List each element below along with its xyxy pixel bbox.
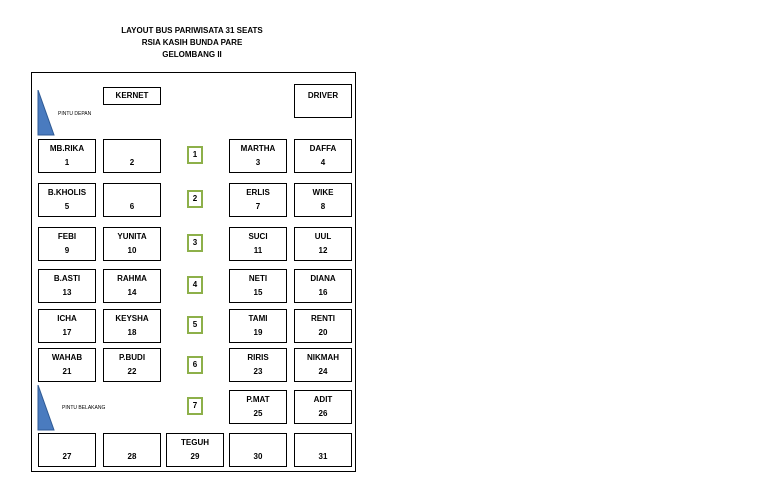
rear-door-label: PINTU BELAKANG — [62, 405, 106, 411]
seat-number: 22 — [127, 367, 137, 376]
seat-19[interactable] — [229, 309, 287, 343]
seat-name: KEYSHA — [115, 314, 149, 323]
seat-name: YUNITA — [117, 232, 147, 241]
seat-15[interactable] — [229, 269, 287, 303]
seat-10[interactable] — [103, 227, 161, 261]
seat-31[interactable] — [294, 433, 352, 467]
front-door-label: PINTU DEPAN — [58, 111, 92, 117]
aisle-marker-4: 4 — [187, 276, 203, 294]
seat-number: 31 — [318, 452, 328, 461]
kernet-box: KERNET — [103, 87, 161, 105]
seat-number: 7 — [255, 202, 261, 211]
seat-number: 11 — [253, 246, 263, 255]
seat-name: RENTI — [311, 314, 335, 323]
rear-door-icon — [37, 385, 55, 431]
seat-name: RIRIS — [247, 353, 269, 362]
seat-27[interactable] — [38, 433, 96, 467]
title-line-1: LAYOUT BUS PARIWISATA 31 SEATS — [121, 26, 263, 35]
seat-number: 25 — [253, 409, 263, 418]
seat-number: 2 — [129, 158, 135, 167]
seat-13[interactable] — [38, 269, 96, 303]
seat-name: NIKMAH — [307, 353, 339, 362]
seat-2[interactable] — [103, 139, 161, 173]
seat-number: 10 — [127, 246, 137, 255]
seat-name: P.MAT — [246, 395, 270, 404]
driver-box: DRIVER — [294, 84, 352, 118]
seat-6[interactable] — [103, 183, 161, 217]
seat-number: 27 — [62, 452, 72, 461]
seat-22[interactable] — [103, 348, 161, 382]
seat-9[interactable] — [38, 227, 96, 261]
seat-number: 20 — [318, 328, 328, 337]
seat-number: 29 — [190, 452, 200, 461]
seat-name: P.BUDI — [118, 353, 146, 362]
seat-23[interactable] — [229, 348, 287, 382]
seat-name: B.ASTI — [53, 274, 81, 283]
title-line-3: GELOMBANG II — [162, 50, 222, 59]
seat-name: DAFFA — [309, 144, 337, 153]
seat-26[interactable] — [294, 390, 352, 424]
seat-24[interactable] — [294, 348, 352, 382]
seat-25[interactable] — [229, 390, 287, 424]
seat-number: 24 — [318, 367, 328, 376]
seat-17[interactable] — [38, 309, 96, 343]
aisle-marker-6: 6 — [187, 356, 203, 374]
seat-name: RAHMA — [117, 274, 147, 283]
seat-number: 28 — [127, 452, 137, 461]
aisle-marker-3: 3 — [187, 234, 203, 252]
seat-name: SUCI — [248, 232, 268, 241]
seat-name: FEBI — [57, 232, 77, 241]
seat-name: NETI — [248, 274, 268, 283]
seat-number: 19 — [253, 328, 263, 337]
seat-number: 30 — [253, 452, 263, 461]
title-line-2: RSIA KASIH BUNDA PARE — [141, 38, 243, 47]
seat-30[interactable] — [229, 433, 287, 467]
seat-name: ERLIS — [246, 188, 270, 197]
seat-name: WIKE — [312, 188, 334, 197]
seat-number: 15 — [253, 288, 263, 297]
seat-name: TEGUH — [181, 438, 209, 447]
seat-number: 13 — [62, 288, 72, 297]
seat-29[interactable] — [166, 433, 224, 467]
seat-number: 17 — [62, 328, 72, 337]
aisle-marker-5: 5 — [187, 316, 203, 334]
seat-18[interactable] — [103, 309, 161, 343]
aisle-marker-1: 1 — [187, 146, 203, 164]
seat-12[interactable] — [294, 227, 352, 261]
seat-16[interactable] — [294, 269, 352, 303]
seat-name: B.KHOLIS — [47, 188, 87, 197]
aisle-marker-2: 2 — [187, 190, 203, 208]
seat-11[interactable] — [229, 227, 287, 261]
seat-number: 8 — [320, 202, 326, 211]
seat-3[interactable] — [229, 139, 287, 173]
seat-number: 26 — [318, 409, 328, 418]
seat-21[interactable] — [38, 348, 96, 382]
seat-number: 14 — [127, 288, 137, 297]
seat-name: ICHA — [57, 314, 77, 323]
aisle-marker-7: 7 — [187, 397, 203, 415]
seat-name: WAHAB — [51, 353, 83, 362]
seat-number: 3 — [255, 158, 261, 167]
seat-name: ADIT — [313, 395, 333, 404]
seat-number: 21 — [62, 367, 72, 376]
seat-28[interactable] — [103, 433, 161, 467]
seat-4[interactable] — [294, 139, 352, 173]
seat-14[interactable] — [103, 269, 161, 303]
seat-7[interactable] — [229, 183, 287, 217]
seat-8[interactable] — [294, 183, 352, 217]
seat-1[interactable] — [38, 139, 96, 173]
front-door-icon — [37, 90, 55, 136]
seat-name: MARTHA — [240, 144, 276, 153]
seat-name: MB.RIKA — [49, 144, 85, 153]
seat-number: 1 — [64, 158, 70, 167]
seat-number: 9 — [64, 246, 70, 255]
seat-number: 18 — [127, 328, 137, 337]
seat-20[interactable] — [294, 309, 352, 343]
seat-number: 12 — [318, 246, 328, 255]
seat-number: 6 — [129, 202, 135, 211]
seat-number: 5 — [64, 202, 70, 211]
seat-name: UUL — [314, 232, 332, 241]
seat-number: 4 — [320, 158, 326, 167]
seat-number: 16 — [318, 288, 328, 297]
seat-number: 23 — [253, 367, 263, 376]
seat-5[interactable] — [38, 183, 96, 217]
seat-name: DIANA — [310, 274, 336, 283]
seat-name: TAMI — [248, 314, 268, 323]
